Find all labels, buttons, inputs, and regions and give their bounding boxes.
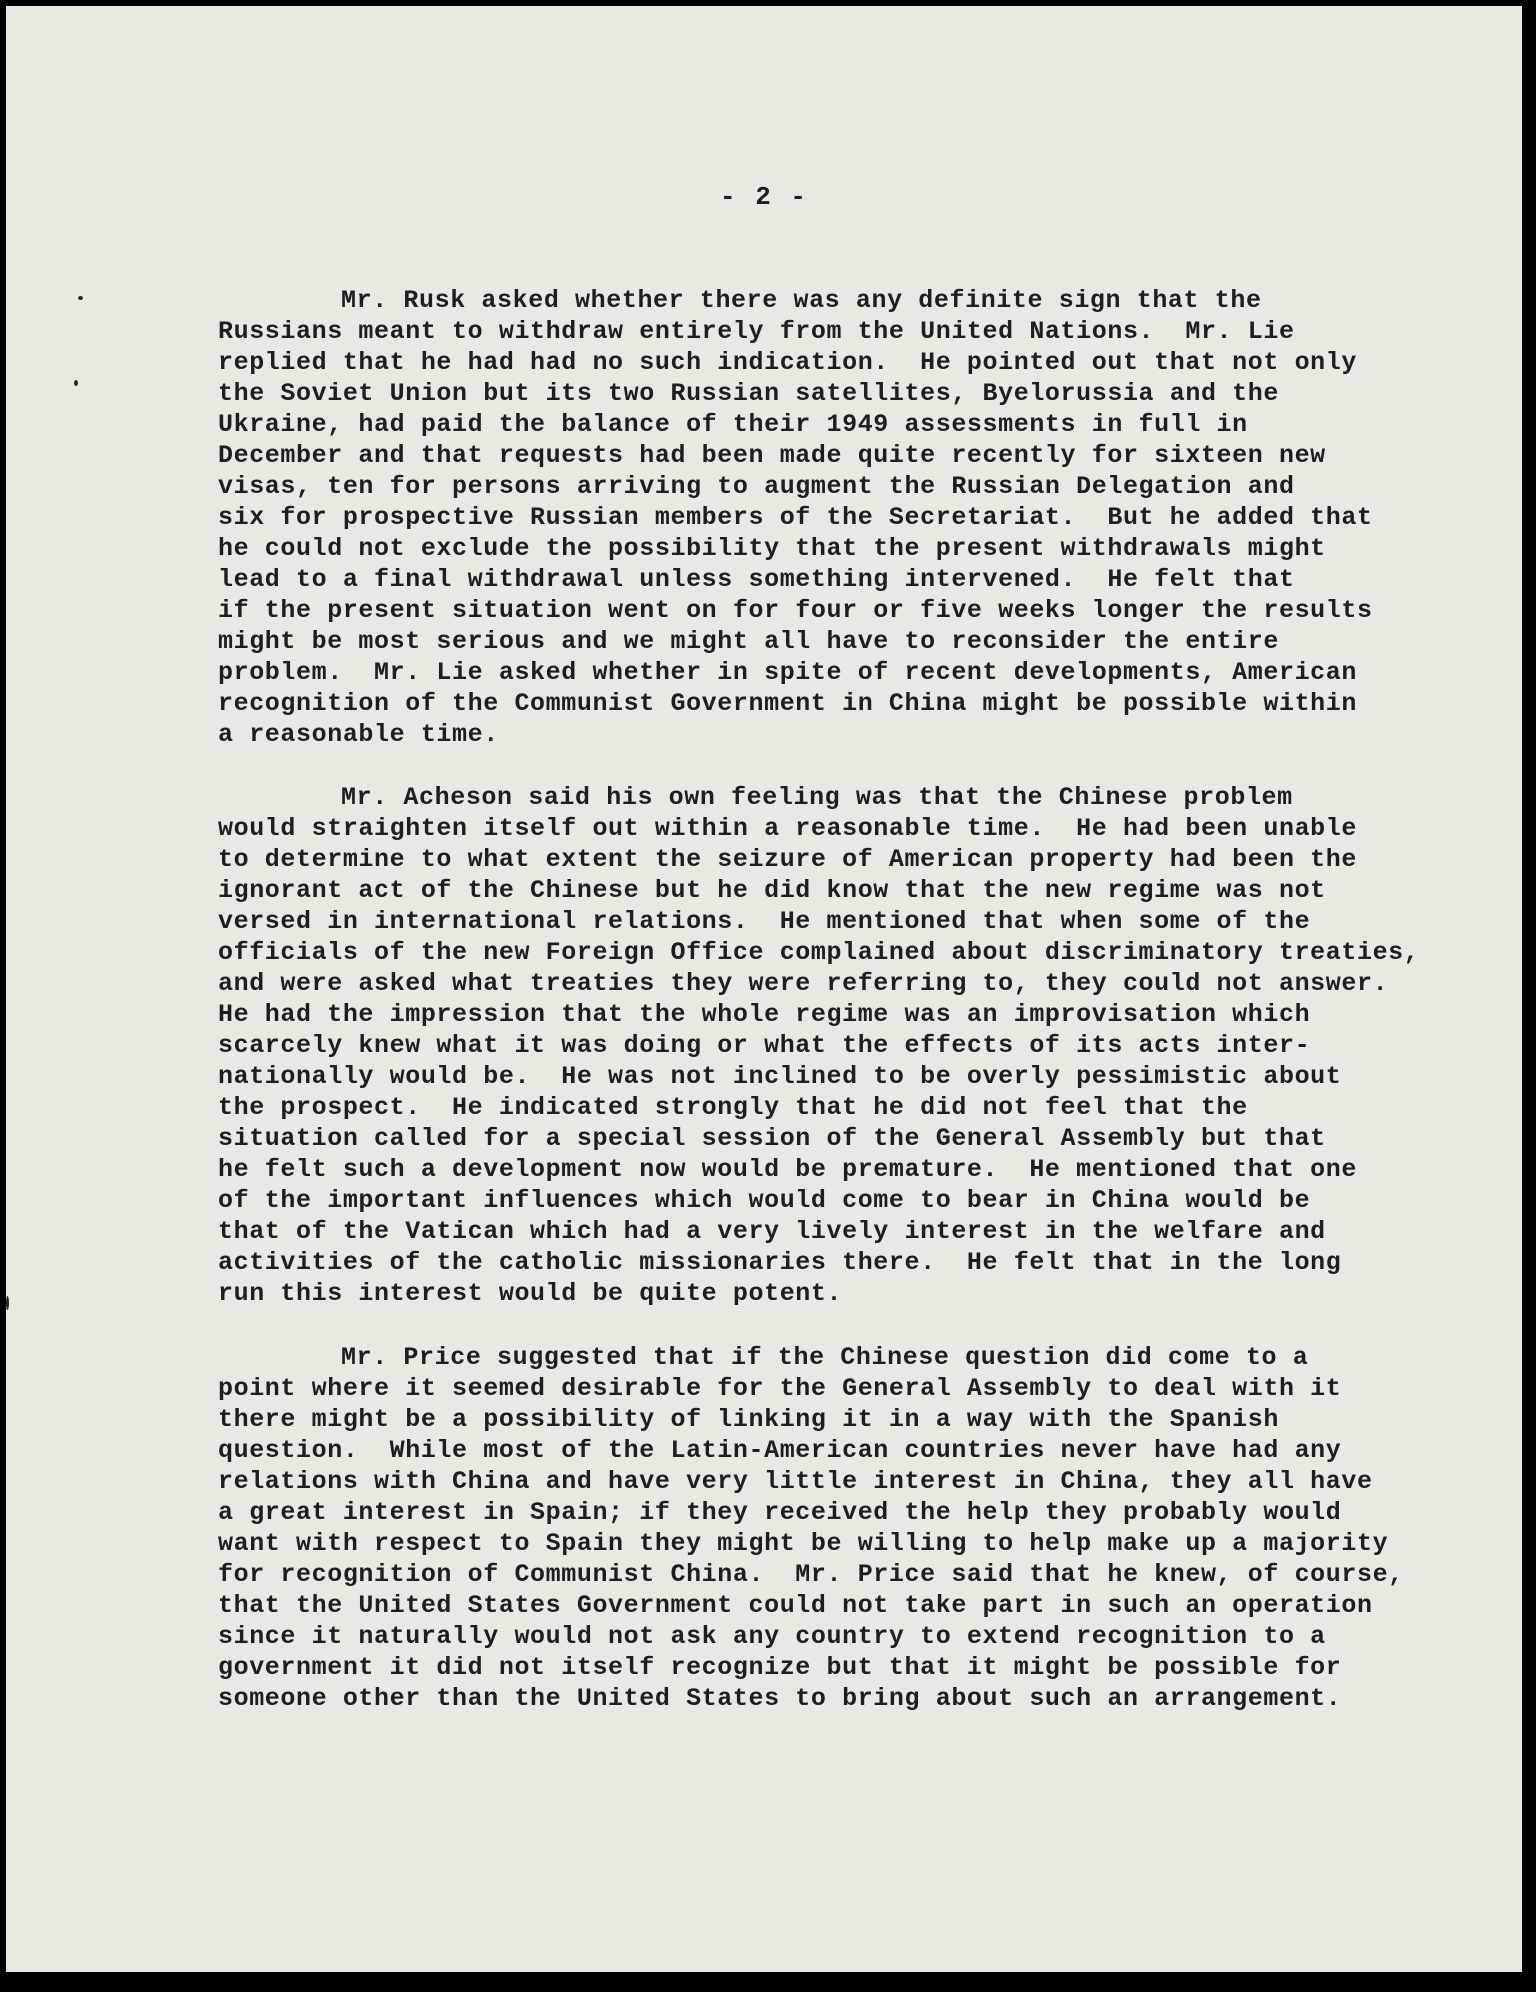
text-line: activities of the catholic missionaries there. He felt that in the long — [218, 1248, 1342, 1277]
text-line: run this interest would be quite potent. — [218, 1279, 843, 1308]
text-line: Mr. Price suggested that if the Chinese question did come to a — [341, 1343, 1309, 1372]
text-line: the prospect. He indicated strongly that he did not feel that the — [218, 1093, 1248, 1122]
text-line: that the United States Government could not take part in such an operation — [218, 1591, 1373, 1620]
text-line: question. While most of the Latin-American countries never have had any — [218, 1436, 1342, 1465]
text-line: versed in international relations. He mentioned that when some of the — [218, 907, 1311, 936]
text-line: He had the impression that the whole regime was an improvisation which — [218, 1000, 1311, 1029]
text-line: if the present situation went on for four or five weeks longer the results — [218, 596, 1373, 625]
text-line: might be most serious and we might all have to reconsider the entire — [218, 627, 1279, 656]
text-line: and were asked what treaties they were referring to, they could not answer. — [218, 969, 1389, 998]
text-line: Russians meant to withdraw entirely from the United Nations. Mr. Lie — [218, 317, 1295, 346]
text-line: nationally would be. He was not inclined to be overly pessimistic about — [218, 1062, 1342, 1091]
text-line: relations with China and have very little interest in China, they all have — [218, 1467, 1373, 1496]
text-line: visas, ten for persons arriving to augment the Russian Delegation and — [218, 472, 1295, 501]
text-line: a reasonable time. — [218, 720, 499, 749]
text-line: point where it seemed desirable for the General Assembly to deal with it — [218, 1374, 1342, 1403]
text-line: lead to a final withdrawal unless something intervened. He felt that — [218, 565, 1295, 594]
text-line: scarcely knew what it was doing or what the effects of its acts inter- — [218, 1031, 1311, 1060]
text-line: since it naturally would not ask any country to extend recognition to a — [218, 1622, 1326, 1651]
text-line: situation called for a special session of the General Assembly but that — [218, 1124, 1326, 1153]
text-line: there might be a possibility of linking it in a way with the Spanish — [218, 1405, 1279, 1434]
text-line: want with respect to Spain they might be willing to help make up a majority — [218, 1529, 1389, 1558]
text-line: for recognition of Communist China. Mr. Price said that he knew, of course, — [218, 1560, 1404, 1589]
text-line: replied that he had had no such indication. He pointed out that not only — [218, 348, 1357, 377]
text-line: Mr. Rusk asked whether there was any definite sign that the — [341, 286, 1262, 315]
margin-mark — [6, 1296, 9, 1310]
text-line: Mr. Acheson said his own feeling was that the Chinese problem — [341, 783, 1293, 812]
text-line: he felt such a development now would be premature. He mentioned that one — [218, 1155, 1357, 1184]
text-line: to determine to what extent the seizure of American property had been the — [218, 845, 1357, 874]
text-line: of the important influences which would come to bear in China would be — [218, 1186, 1311, 1215]
text-line: ignorant act of the Chinese but he did know that the new regime was not — [218, 876, 1326, 905]
text-line: December and that requests had been made quite recently for sixteen new — [218, 441, 1326, 470]
document-page — [6, 6, 1522, 1972]
text-line: six for prospective Russian members of the Secretariat. But he added that — [218, 503, 1373, 532]
text-line: the Soviet Union but its two Russian satellites, Byelorussia and the — [218, 379, 1279, 408]
text-line: officials of the new Foreign Office complained about discriminatory treaties, — [218, 938, 1420, 967]
text-line: recognition of the Communist Government in China might be possible within — [218, 689, 1357, 718]
text-line: Ukraine, had paid the balance of their 1949 assessments in full in — [218, 410, 1248, 439]
text-line: a great interest in Spain; if they received the help they probably would — [218, 1498, 1342, 1527]
margin-mark — [78, 296, 83, 300]
text-line: problem. Mr. Lie asked whether in spite of recent developments, American — [218, 658, 1357, 687]
text-line: someone other than the United States to bring about such an arrangement. — [218, 1684, 1342, 1713]
text-line: he could not exclude the possibility that the present withdrawals might — [218, 534, 1326, 563]
text-line: government it did not itself recognize but that it might be possible for — [218, 1653, 1342, 1682]
text-line: would straighten itself out within a reasonable time. He had been unable — [218, 814, 1357, 843]
margin-mark — [74, 380, 78, 386]
text-line: that of the Vatican which had a very lively interest in the welfare and — [218, 1217, 1326, 1246]
page-number: - 2 - — [719, 182, 808, 212]
